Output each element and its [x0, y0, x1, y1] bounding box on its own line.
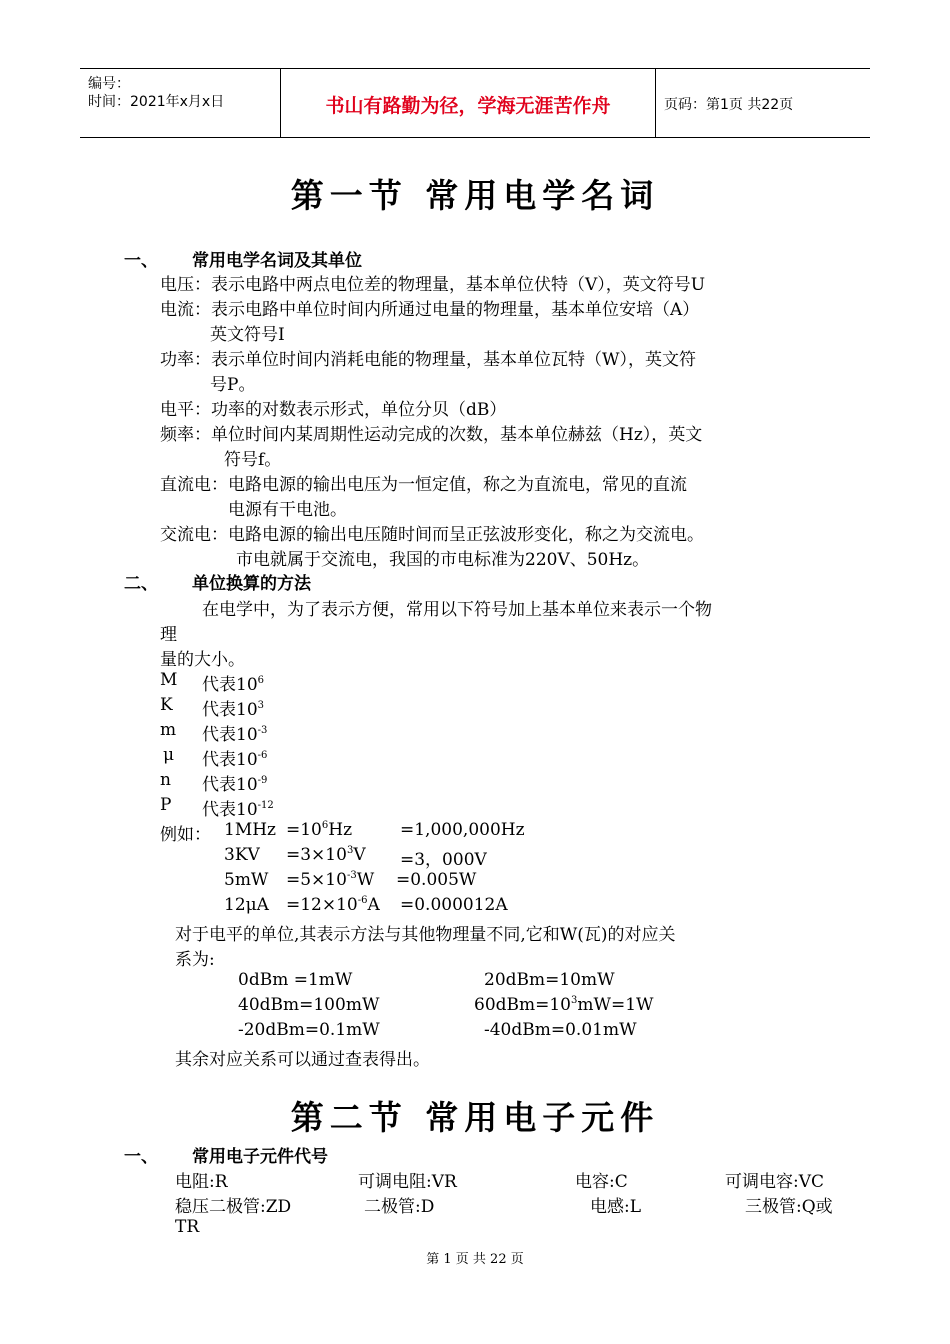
dbm-pair-left: 0dBm =1mW [238, 970, 353, 990]
dbm-pair-right: -40dBm=0.01mW [484, 1020, 637, 1040]
level-explanation: 对于电平的单位,其表示方法与其他物理量不同,它和W(瓦)的对应关 [175, 925, 676, 945]
prefix-symbol: m [160, 720, 177, 740]
prefix-meaning: 代表$10^{-12}$ [202, 800, 274, 820]
component-code-cont: TR [175, 1217, 200, 1237]
component-code: 三极管:Q或 [745, 1197, 833, 1217]
page-number-label: 页码：第1页 共22页 [664, 97, 794, 113]
date-label: 时间：2021年x月x日 [88, 94, 225, 110]
conversion-intro-cont: 理 [160, 625, 177, 645]
prefix-meaning: 代表$10^6$ [202, 675, 265, 695]
prefix-meaning: 代表$10^3$ [202, 700, 265, 720]
definition-current-cont: 英文符号I [210, 325, 285, 345]
example-expanded: =1,000,000Hz [400, 820, 525, 840]
example-power-form: $=3\times 10^3V$ [286, 845, 366, 865]
section2-part1-number: 一、 [124, 1147, 158, 1167]
example-expanded: =0.000012A [400, 895, 508, 915]
lookup-note: 其余对应关系可以通过查表得出。 [175, 1050, 430, 1070]
example-quantity: 12μA [224, 895, 269, 915]
prefix-symbol: P [160, 795, 172, 815]
section2-part1-heading: 常用电子元件代号 [192, 1147, 328, 1167]
prefix-meaning: 代表$10^{-9}$ [202, 775, 268, 795]
example-power-form: $=10^6Hz$ [286, 820, 353, 840]
section1-part2-number: 二、 [124, 574, 158, 594]
example-quantity: 3KV [224, 845, 260, 865]
prefix-symbol: n [160, 770, 171, 790]
definition-dc-cont: 电源有干电池。 [228, 500, 347, 520]
level-explanation-cont: 系为: [175, 950, 215, 970]
dbm-pair-right: $60dBm=10^3mW=1W$ [474, 995, 654, 1015]
header-page-cell [656, 69, 870, 137]
prefix-symbol: K [160, 695, 173, 715]
dbm-pair-left: -20dBm=0.1mW [238, 1020, 380, 1040]
definition-power: 功率：表示单位时间内消耗电能的物理量，基本单位瓦特（W），英文符 [160, 350, 696, 370]
prefix-symbol: M [160, 670, 178, 690]
section2-title: 第二节 常用电子元件 [290, 1098, 660, 1137]
document-number-label: 编号： [88, 76, 130, 92]
conversion-intro-end: 量的大小。 [160, 650, 245, 670]
definition-ac: 交流电：电路电源的输出电压随时间而呈正弦波形变化，称之为交流电。 [160, 525, 704, 545]
component-code: 可调电阻:VR [358, 1172, 457, 1192]
example-expanded: =0.005W [396, 870, 477, 890]
definition-dc: 直流电：电路电源的输出电压为一恒定值，称之为直流电，常见的直流 [160, 475, 687, 495]
section1-part1-heading: 常用电学名词及其单位 [192, 251, 362, 271]
header-motto-cell [280, 69, 656, 137]
example-quantity: 1MHz [224, 820, 277, 840]
definition-current: 电流：表示电路中单位时间内所通过电量的物理量，基本单位安培（A） [160, 300, 700, 320]
header-meta-cell [80, 69, 280, 137]
component-code: 电阻:R [175, 1172, 228, 1192]
prefix-symbol: μ [163, 745, 175, 765]
example-power-form: $=5\times 10^{-3}W$ [286, 870, 375, 890]
definition-frequency: 频率：单位时间内某周期性运动完成的次数，基本单位赫兹（Hz），英文 [160, 425, 703, 445]
component-code: 稳压二极管:ZD [175, 1197, 292, 1217]
component-code: 电容:C [575, 1172, 628, 1192]
example-expanded: =3，000V [400, 850, 487, 870]
prefix-meaning: 代表$10^{-6}$ [202, 750, 268, 770]
definition-ac-cont: 市电就属于交流电，我国的市电标准为220V、50Hz。 [236, 550, 650, 570]
header-table [80, 68, 870, 138]
conversion-intro: 在电学中，为了表示方便，常用以下符号加上基本单位来表示一个物 [202, 600, 712, 620]
definition-voltage: 电压：表示电路中两点电位差的物理量，基本单位伏特（V），英文符号U [160, 275, 706, 295]
motto-text: 书山有路勤为径，学海无涯苦作舟 [325, 95, 611, 117]
page-footer: 第 1 页 共 22 页 [426, 1252, 524, 1267]
prefix-meaning: 代表$10^{-3}$ [202, 725, 268, 745]
component-code: 可调电容:VC [725, 1172, 825, 1192]
component-code: 二极管:D [364, 1197, 435, 1217]
definition-power-cont: 号P。 [210, 375, 256, 395]
section1-part2-heading: 单位换算的方法 [192, 574, 311, 594]
dbm-pair-right: 20dBm=10mW [484, 970, 615, 990]
section1-title: 第一节 常用电学名词 [290, 176, 660, 215]
definition-frequency-cont: 符号f。 [224, 450, 282, 470]
example-label: 例如： [160, 825, 211, 845]
component-code: 电感:L [590, 1197, 642, 1217]
example-power-form: $=12\times 10^{-6}A$ [286, 895, 380, 915]
section1-part1-number: 一、 [124, 251, 158, 271]
dbm-pair-left: 40dBm=100mW [238, 995, 380, 1015]
definition-level: 电平：功率的对数表示形式，单位分贝（dB） [160, 400, 507, 420]
example-quantity: 5mW [224, 870, 269, 890]
